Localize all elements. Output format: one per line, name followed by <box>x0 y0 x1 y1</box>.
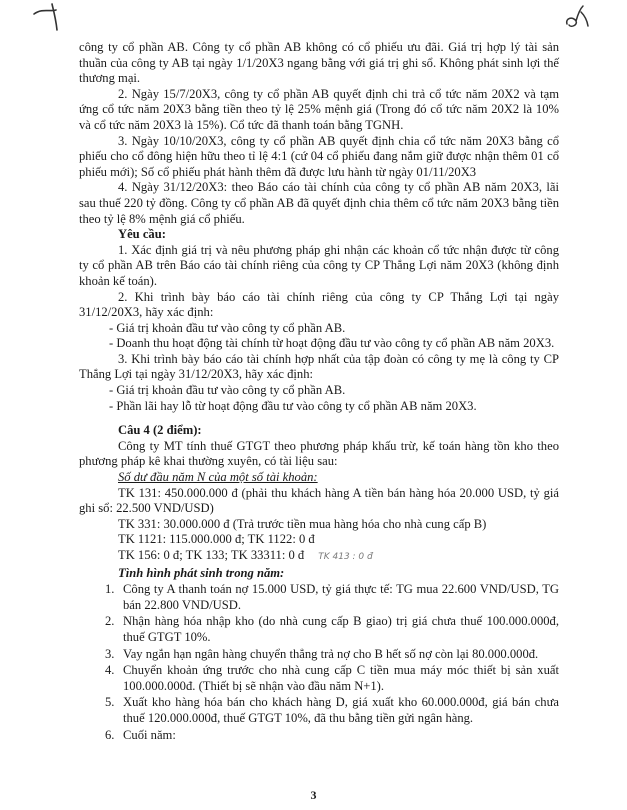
requirement-1: 1. Xác định giá trị và nêu phương pháp ghi nhận các khoản cổ tức nhận được từ công ty cổ phần AB trên Báo cáo tài chính riêng của công ty CP Thắng Lợi năm 20X3 (không định khoản kế toán). <box>79 242 559 288</box>
event-text: Xuất kho hàng hóa bán cho khách hàng D, giá xuất kho 60.000.000đ, giá bán chưa thuế 120.000.000đ, thuế GTGT 10%, đã thu bằng tiền gửi ngân hàng. <box>123 695 559 725</box>
balance-tk112: TK 1121: 115.000.000 đ; TK 1122: 0 đ <box>118 532 315 547</box>
handwritten-mark-right <box>561 4 591 34</box>
paragraph-item-3: 3. Ngày 10/10/20X3, công ty cổ phần AB quyết định chia cổ tức năm 20X3 bằng cổ phiếu cho cổ đông hiện hữu theo tỉ lệ 4:1 (cứ 04 cổ phiếu đang nắm giữ được nhận thêm 01 cổ phiếu mới); Số cổ phiếu phát hành thêm đã được lưu hành từ ngày 01/11/20X3 <box>79 133 559 179</box>
event-number: 1. <box>105 582 115 597</box>
event-number: 4. <box>105 663 115 678</box>
balance-tk331: TK 331: 30.000.000 đ (Trả trước tiền mua hàng hóa cho nhà cung cấp B) <box>118 516 487 531</box>
page-number: 3 <box>310 788 317 802</box>
question-4-heading: Câu 4 (2 điểm): <box>118 423 202 438</box>
event-text: Vay ngắn hạn ngân hàng chuyển thẳng trả nợ cho B hết số nợ còn lại 80.000.000đ. <box>123 646 539 661</box>
event-text: Chuyển khoản ứng trước cho nhà cung cấp C tiền mua máy móc thiết bị sản xuất 100.000.000đ. (Thiết bị sẽ nhận vào đầu năm N+1). <box>123 663 559 693</box>
document-body <box>79 40 559 743</box>
event-number: 5. <box>105 695 115 710</box>
events-heading: Tình hình phát sinh trong năm: <box>118 565 285 580</box>
paragraph-item-4: 4. Ngày 31/12/20X3: theo Báo cáo tài chính của công ty cổ phần AB năm 20X3, lãi sau thuế 220 tỷ đồng. Công ty cổ phần AB đã quyết định chia thêm cổ tức năm 20X3 bằng tiền theo tỷ lệ 8% mệnh giá cổ phiếu. <box>79 180 559 226</box>
requirements-heading: Yêu cầu: <box>118 227 166 242</box>
event-item <box>105 663 559 694</box>
event-number: 6. <box>105 727 115 742</box>
event-item <box>105 728 559 744</box>
handwritten-note: TK 413 : 0 đ <box>318 552 373 562</box>
requirement-2: 2. Khi trình bày báo cáo tài chính riêng của công ty CP Thắng Lợi tại ngày 31/12/20X3, hãy xác định: <box>79 289 559 320</box>
question-4-intro: Công ty MT tính thuế GTGT theo phương pháp khấu trừ, kế toán hàng tồn kho theo phương pháp kê khai thường xuyên, có tài liệu sau: <box>79 438 559 469</box>
balance-tk156-line <box>79 548 559 566</box>
event-text: Nhận hàng hóa nhập kho (do nhà cung cấp B giao) trị giá chưa thuế 100.000.000đ, thuế GTGT 10%. <box>123 614 559 644</box>
paragraph-intro: công ty cổ phần AB. Công ty cổ phần AB không có cổ phiếu ưu đãi. Giá trị hợp lý tài sản thuần của công ty AB tại ngày 1/1/20X3 ngang bằng với giá trị ghi sổ. Không phát sinh lợi thế thương mại. <box>79 40 559 86</box>
event-number: 3. <box>105 646 115 661</box>
requirement-3: 3. Khi trình bày báo cáo tài chính hợp nhất của tập đoàn có công ty mẹ là công ty CP Thắng Lợi tại ngày 31/12/20X3, hãy xác định: <box>79 351 559 382</box>
event-item <box>105 695 559 726</box>
event-item <box>105 647 559 663</box>
requirement-2a: - Giá trị khoản đầu tư vào công ty cổ phần AB. <box>109 320 346 335</box>
opening-balances-heading: Số dư đầu năm N của một số tài khoản: <box>118 470 318 485</box>
events-list <box>79 582 559 743</box>
requirement-3b: - Phần lãi hay lỗ từ hoạt động đầu tư vào công ty cổ phần AB năm 20X3. <box>109 398 477 413</box>
balance-tk156: TK 156: 0 đ; TK 133; TK 33311: 0 đ <box>118 548 305 562</box>
event-text: Cuối năm: <box>123 727 176 742</box>
balance-tk131: TK 131: 450.000.000 đ (phải thu khách hàng A tiền bán hàng hóa 20.000 USD, tỷ giá ghi sổ: 22.500 VND/USD) <box>79 485 559 516</box>
handwritten-mark-left <box>32 2 72 32</box>
paragraph-item-2: 2. Ngày 15/7/20X3, công ty cổ phần AB quyết định chi trả cổ tức năm 20X2 và tạm ứng cổ tức năm 20X3 bằng tiền theo tỷ lệ 25% mệnh giá (Trong đó cổ tức năm 20X2 là 10% và cổ tức năm 20X3 là 15%). Cổ tức đã thanh toán bằng TGNH. <box>79 86 559 132</box>
event-item <box>105 614 559 645</box>
event-text: Công ty A thanh toán nợ 15.000 USD, tỷ giá thực tế: TG mua 22.600 VND/USD, TG bán 22.800 VND/USD. <box>123 582 559 612</box>
event-item <box>105 582 559 613</box>
event-number: 2. <box>105 614 115 629</box>
requirement-2b: - Doanh thu hoạt động tài chính từ hoạt động đầu tư vào công ty cổ phần AB năm 20X3. <box>109 336 555 351</box>
requirement-3a: - Giá trị khoản đầu tư vào công ty cổ phần AB. <box>109 383 346 398</box>
